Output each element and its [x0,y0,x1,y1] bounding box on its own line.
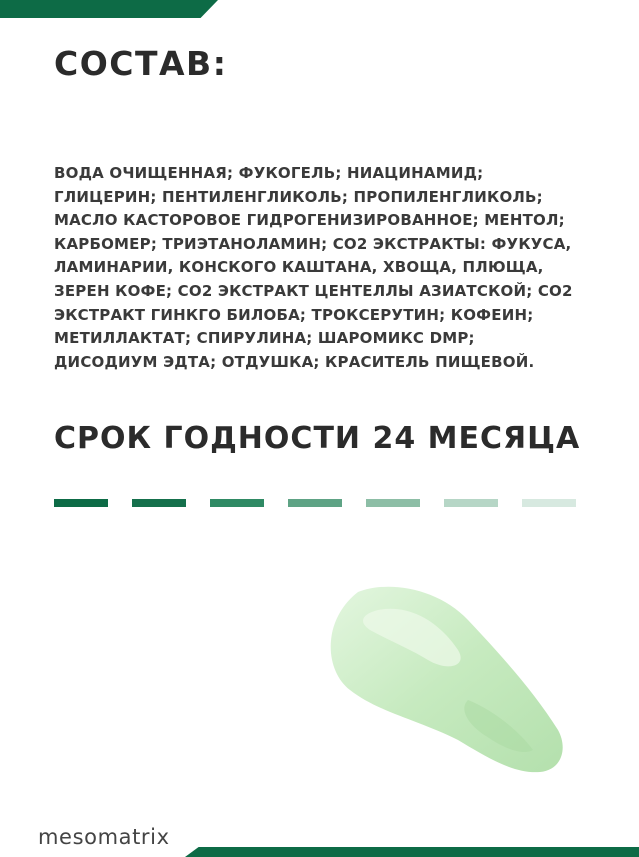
ingredients-line: ДИСОДИУМ ЭДТА; ОТДУШКА; КРАСИТЕЛЬ ПИЩЕВОЙ. [54,352,535,371]
ingredients-line: ЭКСТРАКТ ГИНКГО БИЛОБА; ТРОКСЕРУТИН; КОФЕИН; [54,305,534,324]
ingredients-line: МАСЛО КАСТОРОВОЕ ГИДРОГЕНИЗИРОВАННОЕ; МЕНТОЛ; [54,211,565,230]
top-accent-bar [0,0,218,18]
swatch-7 [522,499,576,507]
swatch-6 [444,499,498,507]
swatch-1 [54,499,108,507]
gel-smear-image [318,580,572,776]
shelf-life-heading: СРОК ГОДНОСТИ 24 МЕСЯЦА [54,421,581,456]
swatch-2 [132,499,186,507]
swatch-5 [366,499,420,507]
ingredients-line: МЕТИЛЛАКТАТ; СПИРУЛИНА; ШАРОМИКС DMP; [54,329,475,348]
ingredients-line: ВОДА ОЧИЩЕННАЯ; ФУКОГЕЛЬ; НИАЦИНАМИД; [54,164,484,182]
swatch-4 [288,499,342,507]
bottom-accent-bar [185,847,639,857]
ingredients-line: ГЛИЦЕРИН; ПЕНТИЛЕНГЛИКОЛЬ; ПРОПИЛЕНГЛИКОЛЬ; [54,187,543,206]
ingredients-line: ЛАМИНАРИИ, КОНСКОГО КАШТАНА, ХВОЩА, ПЛЮЩА, [54,258,544,277]
ingredients-line: КАРБОМЕР; ТРИЭТАНОЛАМИН; CO2 ЭКСТРАКТЫ: ФУКУСА, [54,234,572,253]
ingredients-line: ЗЕРЕН КОФЕ; CO2 ЭКСТРАКТ ЦЕНТЕЛЛЫ АЗИАТСКОЙ; CO2 [54,281,573,300]
ingredients-list [54,162,606,374]
composition-heading: СОСТАВ: [54,44,228,83]
swatch-3 [210,499,264,507]
brand-logo-text: mesomatrix [38,825,170,849]
